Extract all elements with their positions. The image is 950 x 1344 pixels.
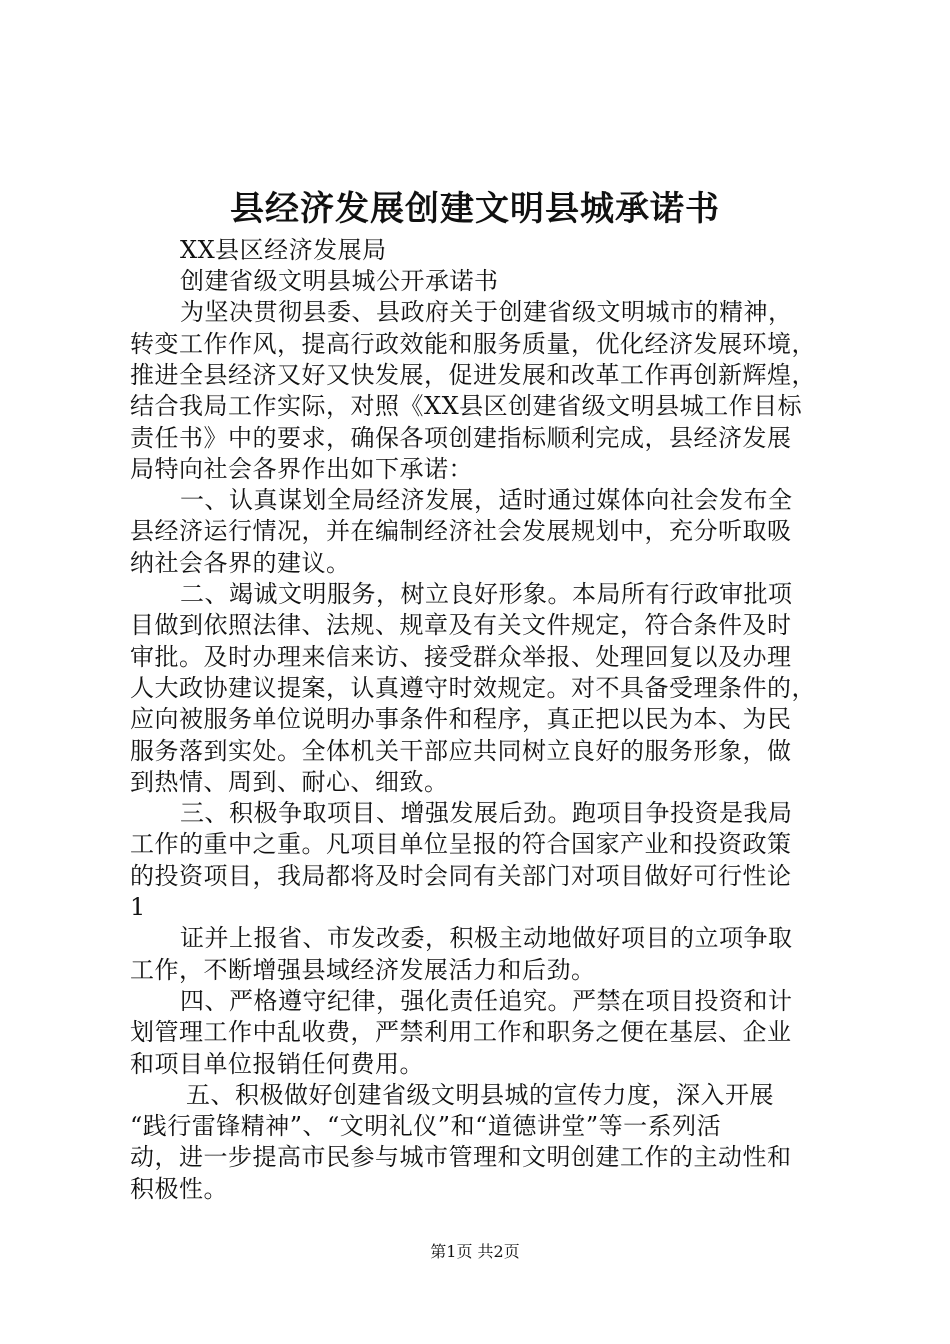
paragraph-line: 为坚决贯彻县委、县政府关于创建省级文明城市的精神，: [180, 298, 793, 326]
paragraph-line: 三、积极争取项目、增强发展后劲。跑项目争投资是我局: [180, 799, 793, 827]
paragraph-line: 的投资项目，我局都将及时会同有关部门对项目做好可行性论: [130, 862, 792, 890]
paragraph-line: 二、竭诚文明服务，树立良好形象。本局所有行政审批项: [180, 580, 793, 608]
page-footer: 第1页 共2页: [430, 1242, 520, 1261]
paragraph-line: 责任书》中的要求，确保各项创建指标顺利完成，县经济发展: [130, 424, 792, 452]
paragraph-line: 和项目单位报销任何费用。: [130, 1050, 424, 1078]
paragraph-line: 到热情、周到、耐心、细致。: [130, 768, 449, 796]
paragraph-line: “践行雷锋精神”、“文明礼仪”和“道德讲堂”等一系列活: [130, 1112, 722, 1140]
paragraph-line: 推进全县经济又好又快发展，促进发展和改革工作再创新辉煌，: [130, 361, 816, 389]
paragraph-line: 应向被服务单位说明办事条件和程序，真正把以民为本、为民: [130, 705, 792, 733]
paragraph-line: 证并上报省、市发改委，积极主动地做好项目的立项争取: [180, 924, 793, 952]
page-break-number: 1: [130, 893, 146, 921]
paragraph-line: 工作的重中之重。凡项目单位呈报的符合国家产业和投资政策: [130, 830, 792, 858]
document-title: 县经济发展创建文明县城承诺书: [230, 189, 720, 229]
org-name-line: XX县区经济发展局: [180, 236, 387, 264]
paragraph-line: 积极性。: [130, 1175, 228, 1203]
paragraph-line: 一、认真谋划全局经济发展，适时通过媒体向社会发布全: [180, 486, 793, 514]
paragraph-line: 划管理工作中乱收费，严禁利用工作和职务之便在基层、企业: [130, 1018, 792, 1046]
paragraph-line: 结合我局工作实际，对照《XX县区创建省级文明县城工作目标: [130, 392, 803, 420]
paragraph-line: 人大政协建议提案，认真遵守时效规定。对不具备受理条件的，: [130, 674, 816, 702]
paragraph-line: 动，进一步提高市民参与城市管理和文明创建工作的主动性和: [130, 1143, 792, 1171]
paragraph-line: 五、积极做好创建省级文明县城的宣传力度，深入开展: [186, 1081, 774, 1109]
paragraph-line: 四、严格遵守纪律，强化责任追究。严禁在项目投资和计: [180, 987, 793, 1015]
paragraph-line: 审批。及时办理来信来访、接受群众举报、处理回复以及办理: [130, 643, 792, 671]
paragraph-line: 县经济运行情况，并在编制经济社会发展规划中，充分听取吸: [130, 517, 792, 545]
paragraph-line: 转变工作作风，提高行政效能和服务质量，优化经济发展环境，: [130, 330, 816, 358]
paragraph-line: 目做到依照法律、法规、规章及有关文件规定，符合条件及时: [130, 611, 792, 639]
paragraph-line: 工作，不断增强县域经济发展活力和后劲。: [130, 956, 596, 984]
subtitle-line: 创建省级文明县城公开承诺书: [180, 267, 499, 295]
paragraph-line: 纳社会各界的建议。: [130, 549, 351, 577]
paragraph-line: 服务落到实处。全体机关干部应共同树立良好的服务形象，做: [130, 737, 792, 765]
paragraph-line: 局特向社会各界作出如下承诺：: [130, 455, 473, 483]
